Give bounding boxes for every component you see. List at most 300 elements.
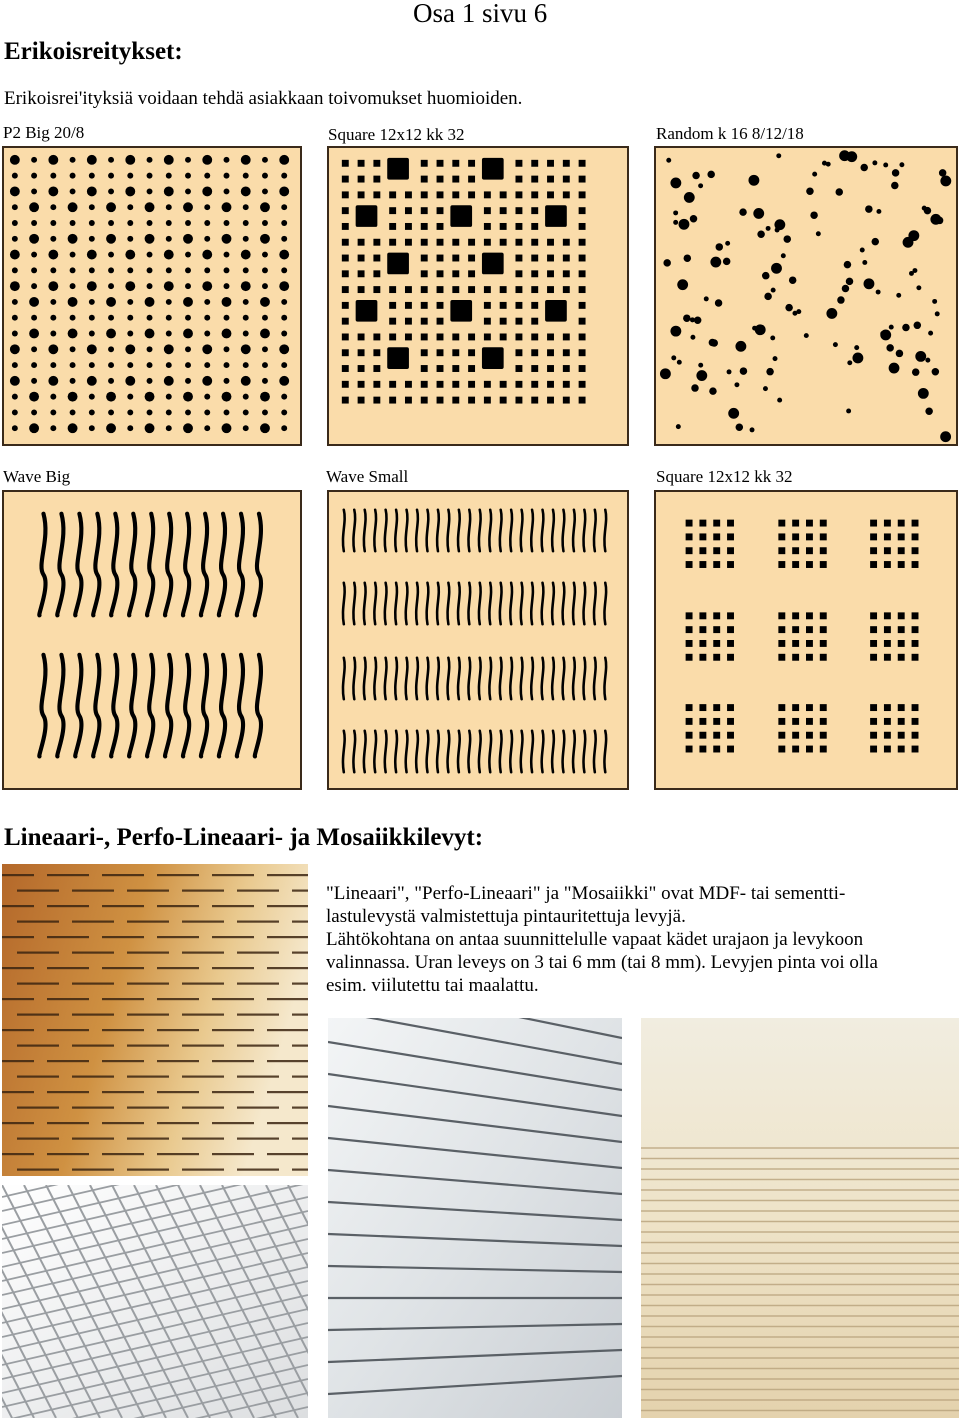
hole bbox=[164, 344, 174, 354]
slot bbox=[157, 1153, 199, 1155]
square-hole bbox=[727, 718, 734, 725]
wave-groove bbox=[395, 658, 397, 699]
square-hole bbox=[437, 349, 444, 356]
square-hole bbox=[563, 239, 570, 246]
square-hole bbox=[515, 176, 522, 183]
random-hole bbox=[748, 175, 759, 186]
hole bbox=[125, 186, 135, 196]
square-hole bbox=[389, 207, 396, 214]
hole bbox=[108, 378, 114, 384]
square-hole bbox=[515, 191, 522, 198]
wave-groove bbox=[353, 583, 355, 624]
wave-groove bbox=[427, 583, 429, 624]
square-hole bbox=[452, 333, 459, 340]
square-hole bbox=[358, 397, 365, 404]
square-hole bbox=[389, 302, 396, 309]
wave-groove bbox=[343, 731, 345, 772]
random-hole bbox=[710, 257, 721, 268]
square-hole bbox=[778, 612, 785, 619]
square-hole bbox=[778, 732, 785, 739]
hole bbox=[127, 236, 133, 242]
square-hole bbox=[806, 561, 813, 568]
wave-groove bbox=[129, 514, 135, 616]
square-hole bbox=[342, 176, 349, 183]
hole bbox=[166, 362, 172, 368]
slot bbox=[212, 936, 254, 938]
square-hole bbox=[699, 718, 706, 725]
random-hole bbox=[692, 172, 699, 179]
slot bbox=[47, 998, 89, 1000]
slot bbox=[157, 1091, 199, 1093]
random-hole bbox=[909, 271, 914, 276]
square-hole bbox=[563, 286, 570, 293]
hole bbox=[87, 344, 97, 354]
hole bbox=[70, 283, 76, 289]
square-hole bbox=[870, 654, 877, 661]
square-hole bbox=[699, 561, 706, 568]
hole bbox=[10, 376, 20, 386]
random-hole bbox=[862, 260, 867, 265]
square-hole bbox=[898, 626, 905, 633]
hole bbox=[222, 392, 232, 402]
square-hole bbox=[870, 718, 877, 725]
hole bbox=[31, 346, 37, 352]
square-hole bbox=[806, 520, 813, 527]
random-hole bbox=[753, 208, 764, 219]
wave-groove bbox=[542, 583, 544, 624]
square-hole bbox=[342, 270, 349, 277]
section-description bbox=[326, 882, 956, 997]
wave-groove bbox=[448, 583, 450, 624]
hole bbox=[281, 362, 287, 368]
slot bbox=[127, 952, 169, 954]
hole bbox=[87, 376, 97, 386]
hole bbox=[185, 283, 191, 289]
wave-groove bbox=[573, 510, 575, 551]
square-hole bbox=[727, 732, 734, 739]
hole bbox=[31, 173, 37, 179]
hole bbox=[29, 329, 39, 339]
random-hole bbox=[725, 241, 730, 246]
hole bbox=[166, 299, 172, 305]
hole bbox=[29, 423, 39, 433]
random-hole bbox=[826, 308, 837, 319]
hole bbox=[108, 267, 114, 273]
square-cluster-holes bbox=[656, 492, 956, 788]
wave-groove bbox=[521, 583, 523, 624]
hole bbox=[48, 186, 58, 196]
square-hole bbox=[778, 547, 785, 554]
hole bbox=[281, 315, 287, 321]
random-hole bbox=[677, 279, 688, 290]
random-hole bbox=[691, 384, 698, 391]
random-hole bbox=[698, 363, 703, 368]
hole bbox=[147, 409, 153, 415]
random-hole bbox=[709, 339, 716, 346]
square-hole bbox=[515, 160, 522, 167]
square-hole bbox=[484, 207, 491, 214]
square-hole bbox=[792, 547, 799, 554]
hole bbox=[147, 346, 153, 352]
wave-groove bbox=[563, 658, 565, 699]
square-hole bbox=[778, 718, 785, 725]
hole bbox=[147, 283, 153, 289]
random-hole bbox=[781, 253, 786, 258]
square-hole bbox=[405, 318, 412, 325]
wave-groove bbox=[604, 731, 606, 772]
square-hole bbox=[547, 333, 554, 340]
square-hole bbox=[699, 640, 706, 647]
intro-text: Erikoisrei'ityksiä voidaan tehdä asiakkaan toivomukset huomioiden. bbox=[4, 88, 523, 109]
hole bbox=[279, 155, 289, 165]
slot bbox=[237, 1045, 279, 1047]
wave-groove bbox=[255, 655, 261, 757]
square-hole bbox=[405, 381, 412, 388]
wave-groove bbox=[458, 583, 460, 624]
square-hole bbox=[563, 381, 570, 388]
hole bbox=[108, 188, 114, 194]
wave-groove bbox=[521, 731, 523, 772]
hole bbox=[145, 297, 155, 307]
square-hole bbox=[870, 732, 877, 739]
square-hole bbox=[437, 160, 444, 167]
square-hole bbox=[437, 270, 444, 277]
square-hole bbox=[870, 704, 877, 711]
hole bbox=[127, 394, 133, 400]
slot bbox=[267, 1153, 308, 1155]
square-hole bbox=[452, 397, 459, 404]
square-hole bbox=[884, 547, 891, 554]
square-hole bbox=[792, 561, 799, 568]
square-hole bbox=[531, 349, 538, 356]
square-hole bbox=[500, 381, 507, 388]
slot bbox=[212, 1029, 254, 1031]
random-hole bbox=[837, 296, 844, 303]
square-hole bbox=[778, 533, 785, 540]
slot bbox=[17, 921, 59, 923]
hole bbox=[243, 409, 249, 415]
random-hole bbox=[935, 311, 940, 316]
hole bbox=[31, 315, 37, 321]
square-hole bbox=[898, 746, 905, 753]
wave-big-grooves bbox=[4, 492, 300, 788]
wave-groove bbox=[552, 731, 554, 772]
slot bbox=[127, 1169, 169, 1171]
hole bbox=[89, 315, 95, 321]
hole bbox=[127, 409, 133, 415]
square-hole bbox=[870, 547, 877, 554]
slot bbox=[237, 921, 279, 923]
wave-groove bbox=[510, 583, 512, 624]
hole bbox=[202, 281, 212, 291]
wave-groove bbox=[510, 510, 512, 551]
hole bbox=[89, 331, 95, 337]
square-hole bbox=[531, 381, 538, 388]
random-hole bbox=[766, 368, 773, 375]
random-hole bbox=[673, 210, 678, 215]
hole bbox=[29, 297, 39, 307]
hole bbox=[89, 409, 95, 415]
hole bbox=[241, 344, 251, 354]
random-hole bbox=[896, 293, 901, 298]
hole bbox=[185, 267, 191, 273]
slot bbox=[17, 1014, 59, 1016]
hole bbox=[185, 409, 191, 415]
hole bbox=[48, 281, 58, 291]
slot bbox=[102, 1153, 144, 1155]
hole bbox=[224, 378, 230, 384]
square-hole bbox=[342, 160, 349, 167]
square-hole bbox=[421, 223, 428, 230]
hole bbox=[145, 392, 155, 402]
hole bbox=[281, 236, 287, 242]
random-hole bbox=[673, 220, 678, 225]
square-hole bbox=[820, 612, 827, 619]
hole bbox=[89, 173, 95, 179]
square-hole bbox=[547, 381, 554, 388]
wave-groove bbox=[573, 658, 575, 699]
hole bbox=[164, 376, 174, 386]
big-square-hole bbox=[482, 158, 504, 180]
wave-groove bbox=[111, 514, 117, 616]
hole bbox=[29, 202, 39, 212]
hole bbox=[262, 315, 268, 321]
square-hole bbox=[500, 333, 507, 340]
hole bbox=[31, 157, 37, 163]
hole bbox=[68, 234, 78, 244]
square-hole bbox=[778, 561, 785, 568]
slot bbox=[72, 1138, 114, 1140]
hole bbox=[106, 234, 116, 244]
square-big-holes bbox=[329, 148, 627, 444]
slot bbox=[17, 1169, 59, 1171]
square-hole bbox=[547, 270, 554, 277]
square-hole bbox=[806, 612, 813, 619]
square-hole bbox=[699, 732, 706, 739]
random-hole bbox=[891, 182, 898, 189]
random-hole bbox=[770, 335, 775, 340]
square-hole bbox=[884, 612, 891, 619]
hole bbox=[127, 173, 133, 179]
hole bbox=[70, 252, 76, 258]
square-hole bbox=[686, 547, 693, 554]
random-hole bbox=[684, 192, 695, 203]
square-hole bbox=[468, 160, 475, 167]
slot bbox=[47, 967, 89, 969]
square-hole bbox=[699, 746, 706, 753]
slot bbox=[182, 1045, 224, 1047]
wave-groove bbox=[468, 510, 470, 551]
random-hole bbox=[709, 387, 716, 394]
slot bbox=[157, 998, 199, 1000]
random-hole bbox=[876, 290, 881, 295]
square-hole bbox=[452, 176, 459, 183]
square-hole bbox=[699, 520, 706, 527]
square-hole bbox=[389, 397, 396, 404]
square-hole bbox=[342, 333, 349, 340]
square-hole bbox=[515, 365, 522, 372]
hole bbox=[164, 281, 174, 291]
square-hole bbox=[531, 176, 538, 183]
random-hole bbox=[816, 231, 821, 236]
slot bbox=[267, 1122, 308, 1124]
square-hole bbox=[342, 255, 349, 262]
big-square-hole bbox=[545, 300, 567, 322]
slot bbox=[292, 983, 308, 985]
square-hole bbox=[686, 732, 693, 739]
hole bbox=[125, 250, 135, 260]
random-hole bbox=[694, 317, 701, 324]
random-hole bbox=[804, 333, 809, 338]
square-hole bbox=[806, 704, 813, 711]
random-hole bbox=[852, 353, 863, 364]
hole bbox=[281, 331, 287, 337]
slot bbox=[127, 1045, 169, 1047]
hole bbox=[127, 425, 133, 431]
square-hole bbox=[531, 239, 538, 246]
wave-groove bbox=[374, 731, 376, 772]
square-hole bbox=[713, 732, 720, 739]
slot bbox=[102, 905, 144, 907]
slot bbox=[102, 1029, 144, 1031]
random-hole bbox=[750, 427, 755, 432]
square-hole bbox=[727, 561, 734, 568]
wave-groove bbox=[594, 510, 596, 551]
hole bbox=[281, 409, 287, 415]
random-hole bbox=[846, 408, 851, 413]
hole bbox=[12, 409, 18, 415]
square-hole bbox=[898, 533, 905, 540]
slot bbox=[102, 998, 144, 1000]
wave-groove bbox=[437, 731, 439, 772]
square-hole bbox=[515, 397, 522, 404]
square-hole bbox=[531, 270, 538, 277]
square-hole bbox=[686, 654, 693, 661]
square-hole bbox=[500, 286, 507, 293]
random-hole bbox=[903, 237, 914, 248]
random-hole bbox=[789, 276, 796, 283]
big-square-hole bbox=[545, 205, 567, 227]
slot bbox=[182, 1169, 224, 1171]
square-hole bbox=[579, 349, 586, 356]
slot bbox=[292, 1045, 308, 1047]
hole bbox=[222, 297, 232, 307]
square-hole bbox=[373, 397, 380, 404]
hole bbox=[166, 236, 172, 242]
hole bbox=[183, 297, 193, 307]
square-hole bbox=[713, 520, 720, 527]
square-hole bbox=[452, 349, 459, 356]
wave-groove bbox=[353, 658, 355, 699]
hole bbox=[241, 281, 251, 291]
slot bbox=[72, 921, 114, 923]
square-hole bbox=[437, 286, 444, 293]
hole bbox=[145, 234, 155, 244]
square-hole bbox=[389, 286, 396, 293]
hole bbox=[50, 315, 56, 321]
square-hole bbox=[468, 176, 475, 183]
square-hole bbox=[563, 397, 570, 404]
wave-groove bbox=[57, 514, 63, 616]
hole bbox=[89, 236, 95, 242]
square-hole bbox=[437, 207, 444, 214]
square-hole bbox=[884, 626, 891, 633]
hole bbox=[125, 376, 135, 386]
photo-wood-slotted bbox=[2, 864, 308, 1176]
slot bbox=[17, 983, 59, 985]
hole bbox=[70, 409, 76, 415]
square-hole bbox=[515, 207, 522, 214]
random-hole bbox=[932, 368, 939, 375]
square-hole bbox=[358, 176, 365, 183]
square-hole bbox=[515, 223, 522, 230]
wave-groove bbox=[147, 514, 153, 616]
square-hole bbox=[373, 255, 380, 262]
random-hole bbox=[690, 335, 695, 340]
slot bbox=[2, 874, 34, 876]
hole bbox=[31, 283, 37, 289]
hole bbox=[224, 283, 230, 289]
square-hole bbox=[484, 286, 491, 293]
hole bbox=[204, 394, 210, 400]
random-hole bbox=[865, 205, 872, 212]
square-hole bbox=[421, 286, 428, 293]
wave-groove bbox=[510, 658, 512, 699]
square-hole bbox=[727, 640, 734, 647]
square-hole bbox=[713, 626, 720, 633]
wave-groove bbox=[385, 583, 387, 624]
wave-groove bbox=[542, 510, 544, 551]
hole bbox=[166, 409, 172, 415]
random-hole bbox=[676, 424, 681, 429]
square-hole bbox=[421, 191, 428, 198]
pattern-panel-square-big bbox=[327, 146, 629, 446]
wave-groove bbox=[255, 514, 261, 616]
slot bbox=[237, 1014, 279, 1016]
desc-line: "Lineaari", "Perfo-Lineaari" ja "Mosaiikki" ovat MDF- tai sementti- bbox=[326, 883, 846, 904]
slot bbox=[72, 1045, 114, 1047]
random-hole bbox=[763, 386, 768, 391]
slot bbox=[212, 998, 254, 1000]
wave-groove bbox=[594, 731, 596, 772]
slot bbox=[17, 952, 59, 954]
hole bbox=[185, 188, 191, 194]
hole bbox=[164, 186, 174, 196]
hole bbox=[147, 188, 153, 194]
random-hole bbox=[854, 345, 859, 350]
random-hole bbox=[716, 243, 723, 250]
hole bbox=[243, 425, 249, 431]
hole bbox=[87, 155, 97, 165]
square-hole bbox=[713, 640, 720, 647]
square-hole bbox=[437, 255, 444, 262]
random-hole bbox=[864, 278, 875, 289]
wave-groove bbox=[353, 510, 355, 551]
square-hole bbox=[806, 746, 813, 753]
slot bbox=[47, 1029, 89, 1031]
wave-groove bbox=[427, 658, 429, 699]
square-hole bbox=[806, 547, 813, 554]
hole bbox=[202, 376, 212, 386]
square-hole bbox=[358, 255, 365, 262]
square-hole bbox=[437, 365, 444, 372]
square-hole bbox=[547, 176, 554, 183]
wave-groove bbox=[500, 731, 502, 772]
wave-groove bbox=[385, 510, 387, 551]
square-hole bbox=[778, 626, 785, 633]
square-hole bbox=[421, 239, 428, 246]
square-hole bbox=[579, 191, 586, 198]
